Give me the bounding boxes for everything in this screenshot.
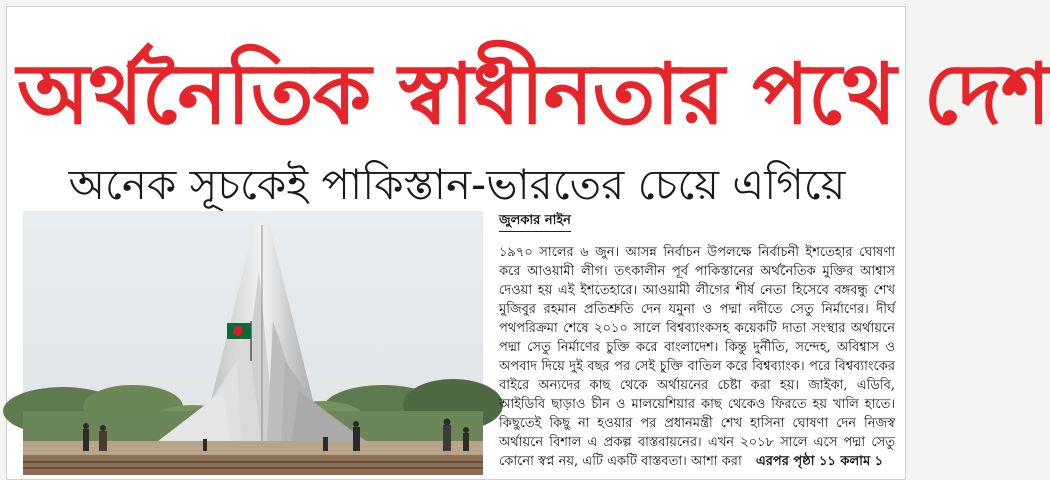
continued-on-page: এরপর পৃষ্ঠা ১১ কলাম ১ <box>755 454 884 469</box>
subheadline: অনেক সূচকেই পাকিস্তান-ভারতের চেয়ে এগিয়ে <box>68 160 846 209</box>
byline: জুলকার নাইন <box>499 211 571 232</box>
article-photo <box>23 211 483 475</box>
article-body: ১৯৭০ সালের ৬ জুন। আসন্ন নির্বাচন উপলক্ষে নির্বাচনী ইশতেহার ঘোষণা করে আওয়ামী লীগ। তৎকালীন পূর্ব পাকিস্তানের অর্থনৈতিক মুক্তির আশ্বাস দেওয়া হয় এই ইশতেহারে। আওয়ামী লীগের শীর্ষ নেতা হিসেবে বঙ্গবন্ধু শেখ মুজিবুর রহমান প্রতিশ্রুতি দেন যমুনা ও পদ্মা নদীতে সেতু নির্মাণের। দীর্ঘ পথপরিক্রমা শেষে ২০১০ সালে বিশ্বব্যাংকসহ কয়েকটি দাতা সংস্থার অর্থায়নে পদ্মা সেতু নির্মাণের চুক্তি করে বাংলাদেশ। কিন্তু দুর্নীতি, সন্দেহ, অবিশ্বাস ও অপবাদ দিয়ে দুই বছর পর সেই চুক্তি বাতিল করে বিশ্বব্যাংক। পরে বিশ্বব্যাংকের বাইরে অন্যদের কাছ থেকে অর্থায়নের চেষ্টা করা হয়। জাইকা, এডিবি, আইডিবি ছাড়াও চীন ও মালয়েশিয়ার কাছ থেকেও ফিরতে হয় খালি হাতে। কিছুতেই কিছু না হওয়ার পর প্রধানমন্ত্রী শেখ হাসিনা ঘোষণা দেন নিজস্ব অর্থায়নে বিশাল এ প্রকল্প বাস্তবায়নের। এখন ২০১৮ সালে এসে পদ্মা সেতু কোনো স্বপ্ন নয়, এটি একটি বাস্তবতা। আশা করা <box>499 245 895 469</box>
headline: অর্থনৈতিক স্বাধীনতার পথে দেশ <box>17 45 1050 143</box>
memorial-photo-illustration <box>23 211 483 475</box>
newspaper-page <box>6 6 1050 480</box>
article-text <box>499 243 895 475</box>
